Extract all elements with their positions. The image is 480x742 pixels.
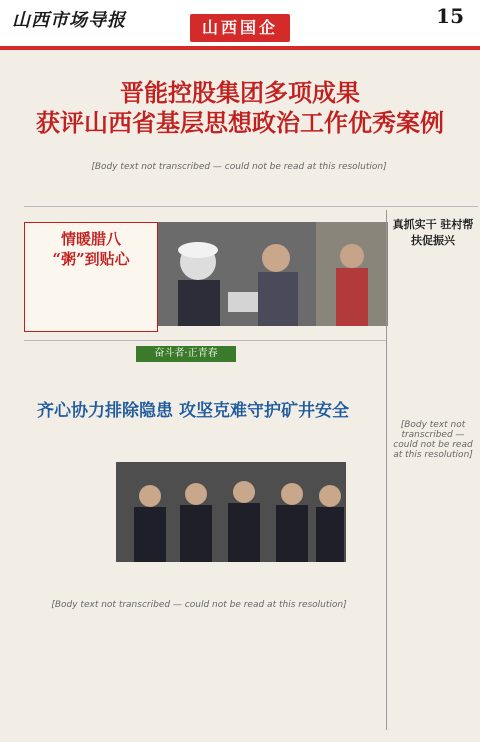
unread-text-note: [Body text not transcribed — could not be read at this resolution] — [51, 600, 347, 610]
story2-headline: 齐心协力排除隐患 攻坚克难守护矿井安全 — [37, 401, 349, 421]
unread-text-note: [Body text not transcribed — could not be read at this resolution] — [91, 162, 387, 172]
sidebar-title-line2: “粥”到贴心 — [52, 250, 130, 268]
sidebar-title-line1: 情暖腊八 — [60, 230, 121, 248]
sidebar-title — [25, 229, 157, 269]
section-banner: 山西国企 — [190, 14, 290, 42]
sidebar-box — [24, 222, 158, 332]
divider — [24, 206, 478, 207]
right-story-headline: 真抓实干 驻村帮扶促振兴 — [392, 218, 474, 247]
photo-side — [316, 222, 388, 326]
masthead-logo: 山西市场导报 — [12, 10, 126, 31]
section-tag: 奋斗者·正青春 — [136, 346, 236, 362]
photo-group-workers — [116, 462, 346, 562]
photo-helmet-worker — [158, 222, 316, 326]
divider — [24, 340, 386, 341]
page-header — [0, 0, 480, 46]
column-divider — [386, 210, 387, 730]
page-number: 15 — [436, 4, 464, 28]
unread-text-note: [Body text not transcribed — could not be read at this resolution] — [393, 420, 473, 460]
main-headline-line2: 获评山西省基层思想政治工作优秀案例 — [36, 108, 444, 137]
main-headline-line1: 晋能控股集团多项成果 — [120, 78, 360, 107]
main-headline — [0, 78, 480, 138]
header-rule — [0, 46, 480, 50]
